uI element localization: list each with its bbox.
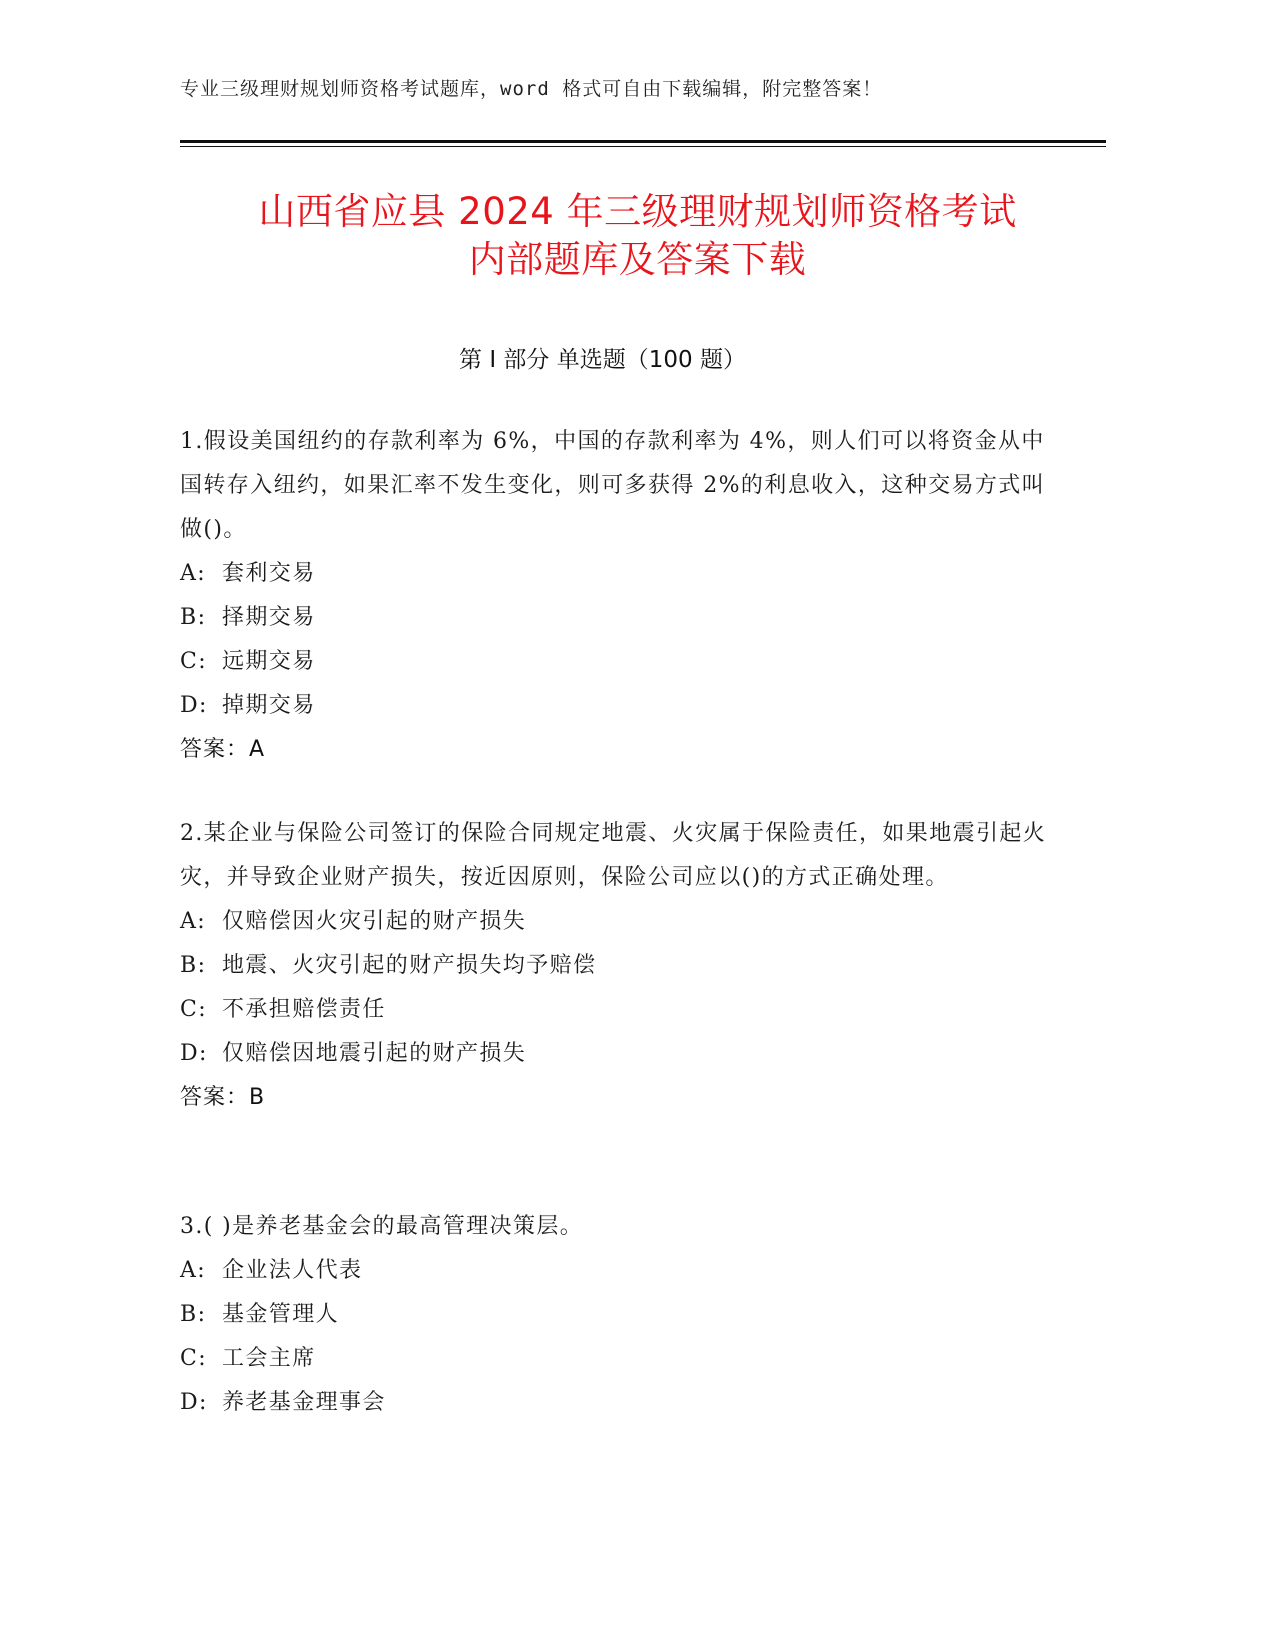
document-title-line-1: 山西省应县 2024 年三级理财规划师资格考试 bbox=[258, 190, 1017, 233]
question-stem: 3.( )是养老基金会的最高管理决策层。 bbox=[180, 1214, 584, 1239]
option-text: 仅赔偿因火灾引起的财产损失 bbox=[222, 909, 527, 934]
option-a bbox=[180, 552, 1050, 596]
option-b bbox=[180, 596, 1050, 640]
option-text: 基金管理人 bbox=[222, 1302, 340, 1327]
header-rule-thick bbox=[180, 140, 1106, 143]
option-a bbox=[180, 900, 1050, 944]
header-rule-thin bbox=[180, 146, 1106, 147]
option-text: 择期交易 bbox=[222, 605, 316, 630]
option-text: 地震、火灾引起的财产损失均予赔偿 bbox=[222, 953, 597, 978]
option-b bbox=[180, 944, 1050, 988]
option-a bbox=[180, 1249, 1050, 1293]
document-title-line-2: 内部题库及答案下载 bbox=[468, 238, 807, 281]
option-text: 掉期交易 bbox=[222, 693, 316, 718]
question-1 bbox=[180, 420, 1050, 772]
option-text: 工会主席 bbox=[222, 1346, 316, 1371]
option-text: 不承担赔偿责任 bbox=[222, 997, 386, 1022]
question-2 bbox=[180, 812, 1050, 1120]
section-heading: 第 I 部分 单选题（100 题） bbox=[459, 347, 746, 373]
header-note: 专业三级理财规划师资格考试题库，word 格式可自由下载编辑，附完整答案！ bbox=[180, 78, 883, 100]
option-text: 企业法人代表 bbox=[222, 1258, 363, 1283]
question-stem: 1.假设美国纽约的存款利率为 6%，中国的存款利率为 4%，则人们可以将资金从中国转存入纽约，如果汇率不发生变化，则可多获得 2%的利息收入，这种交易方式叫做()。 bbox=[180, 429, 1046, 542]
answer-line: 答案：B bbox=[180, 1085, 266, 1110]
option-d bbox=[180, 1032, 1050, 1076]
option-c bbox=[180, 640, 1050, 684]
option-letter: A: bbox=[180, 561, 207, 586]
option-text: 远期交易 bbox=[222, 649, 316, 674]
question-3 bbox=[180, 1205, 1050, 1425]
option-letter: D: bbox=[180, 693, 208, 718]
option-letter: D: bbox=[180, 1390, 208, 1415]
answer-line: 答案：A bbox=[180, 737, 266, 762]
option-letter: C: bbox=[180, 649, 208, 674]
option-text: 养老基金理事会 bbox=[222, 1390, 386, 1415]
question-stem: 2.某企业与保险公司签订的保险合同规定地震、火灾属于保险责任，如果地震引起火灾，并导致企业财产损失，按近因原则，保险公司应以()的方式正确处理。 bbox=[180, 821, 1047, 890]
option-letter: B: bbox=[180, 1302, 207, 1327]
option-letter: C: bbox=[180, 1346, 208, 1371]
option-text: 套利交易 bbox=[222, 561, 316, 586]
option-d bbox=[180, 684, 1050, 728]
option-letter: A: bbox=[180, 1258, 207, 1283]
option-letter: D: bbox=[180, 1041, 208, 1066]
option-letter: B: bbox=[180, 605, 207, 630]
option-c bbox=[180, 1337, 1050, 1381]
document-title bbox=[160, 188, 1115, 284]
option-letter: B: bbox=[180, 953, 207, 978]
option-c bbox=[180, 988, 1050, 1032]
option-d bbox=[180, 1381, 1050, 1425]
option-letter: C: bbox=[180, 997, 208, 1022]
option-b bbox=[180, 1293, 1050, 1337]
option-text: 仅赔偿因地震引起的财产损失 bbox=[222, 1041, 527, 1066]
option-letter: A: bbox=[180, 909, 207, 934]
